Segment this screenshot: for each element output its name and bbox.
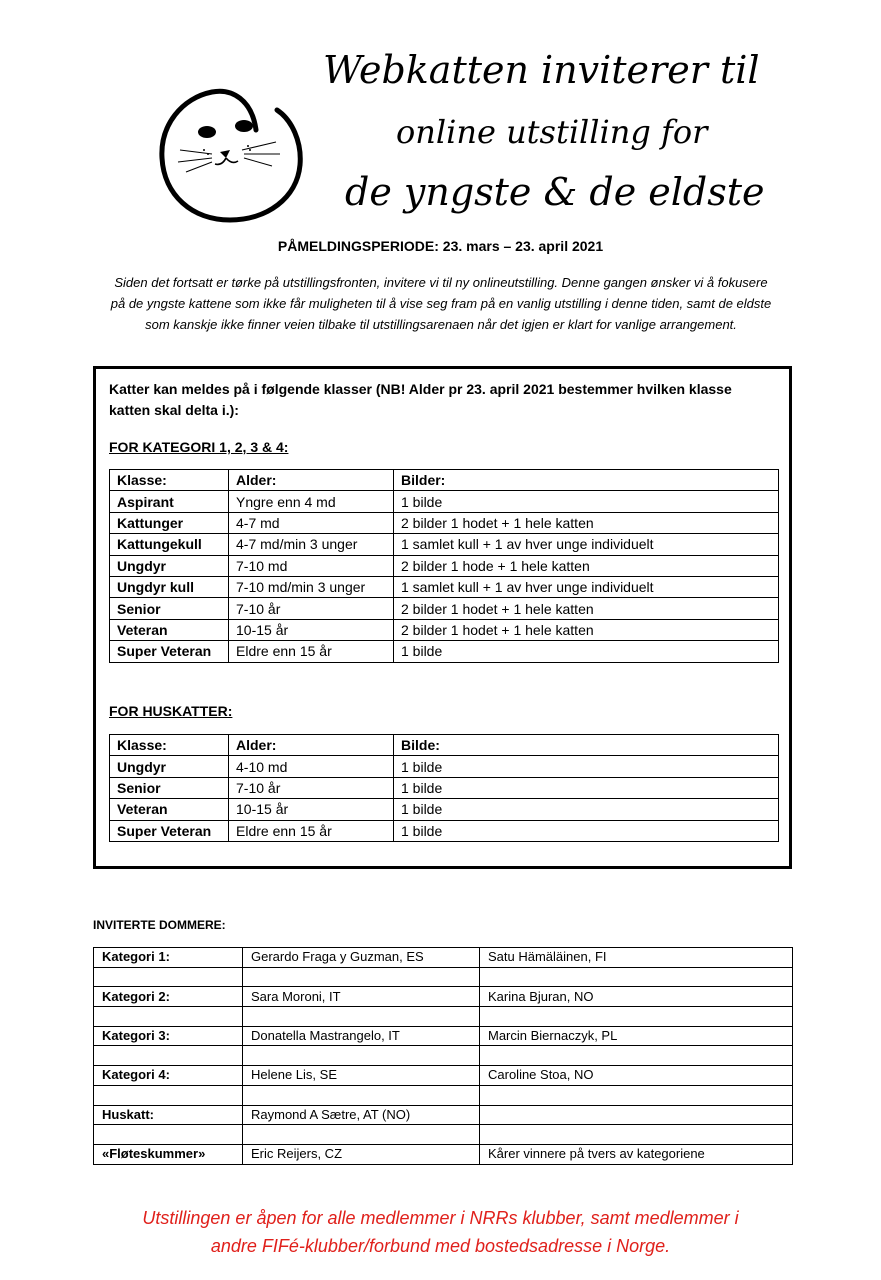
age-cell: Eldre enn 15 år	[229, 641, 394, 662]
judge-cell	[480, 1105, 793, 1125]
category-classes-table	[109, 469, 779, 663]
table-row	[94, 1105, 793, 1125]
judge-cell	[480, 1085, 793, 1105]
age-cell: 7-10 år	[229, 598, 394, 619]
judge-cell	[480, 967, 793, 987]
category-cell: Huskatt:	[94, 1105, 243, 1125]
class-cell: Kattunger	[110, 512, 229, 533]
photos-cell: 2 bilder 1 hodet + 1 hele katten	[394, 512, 779, 533]
table-row	[94, 1046, 793, 1066]
judge-cell	[243, 1085, 480, 1105]
judges-table	[93, 947, 793, 1165]
class-cell: Aspirant	[110, 491, 229, 512]
judge-cell: Donatella Mastrangelo, IT	[243, 1026, 480, 1046]
table-row	[94, 948, 793, 968]
class-cell: Ungdyr	[110, 756, 229, 777]
judge-cell	[480, 1125, 793, 1145]
header-cell: Alder:	[229, 470, 394, 491]
table-row	[94, 1144, 793, 1164]
age-cell: 4-7 md/min 3 unger	[229, 534, 394, 555]
judge-cell	[243, 1046, 480, 1066]
class-cell: Senior	[110, 598, 229, 619]
table-row	[110, 576, 779, 597]
judge-cell: Gerardo Fraga y Guzman, ES	[243, 948, 480, 968]
eligibility-footer	[0, 1204, 881, 1260]
judge-cell: Satu Hämäläinen, FI	[480, 948, 793, 968]
photos-cell: 2 bilder 1 hodet + 1 hele katten	[394, 619, 779, 640]
photos-cell: 1 bilde	[394, 641, 779, 662]
title-line-2: online utstilling for	[396, 113, 708, 151]
table-row	[94, 1125, 793, 1145]
judge-cell: Sara Moroni, IT	[243, 987, 480, 1007]
class-cell: Veteran	[110, 619, 229, 640]
judge-cell: Eric Reijers, CZ	[243, 1144, 480, 1164]
photos-cell: 1 bilde	[394, 491, 779, 512]
category-cell	[94, 1085, 243, 1105]
judge-cell	[243, 1007, 480, 1027]
category-cell	[94, 1125, 243, 1145]
header-cell: Alder:	[229, 735, 394, 756]
photos-cell: 1 bilde	[394, 799, 779, 820]
category-cell: Kategori 3:	[94, 1026, 243, 1046]
class-cell: Kattungekull	[110, 534, 229, 555]
photos-cell: 1 samlet kull + 1 av hver unge individuelt	[394, 576, 779, 597]
title-line-3: de yngste & de eldste	[345, 170, 765, 214]
table-row	[110, 619, 779, 640]
class-cell: Veteran	[110, 799, 229, 820]
class-cell: Super Veteran	[110, 641, 229, 662]
age-cell: 7-10 md/min 3 unger	[229, 576, 394, 597]
table-row	[110, 491, 779, 512]
header-cell: Klasse:	[110, 735, 229, 756]
judge-cell: Helene Lis, SE	[243, 1066, 480, 1086]
table-row	[94, 987, 793, 1007]
table-row	[110, 555, 779, 576]
header-cell: Klasse:	[110, 470, 229, 491]
table-row	[94, 967, 793, 987]
table-row	[110, 820, 779, 841]
table-row	[110, 756, 779, 777]
judge-cell	[243, 1125, 480, 1145]
table-header-row	[110, 735, 779, 756]
table-row	[94, 1007, 793, 1027]
class-cell: Ungdyr kull	[110, 576, 229, 597]
intro-paragraph: Siden det fortsatt er tørke på utstillingsfronten, invitere vi til ny onlineutstilling. Denne gangen ønsker vi å fokusere på de yngste kattene som ikke får muligheten til å vise seg fram på en vanlig utstilling i denne tiden, samt de eldste som kanskje ikke finner veien tilbake til utstillingsarenaen når det igjen er klart for vanlige arrangement.	[110, 275, 772, 332]
category-cell: «Fløteskummer»	[94, 1144, 243, 1164]
registration-period: PÅMELDINGSPERIODE: 23. mars – 23. april 2021	[277, 238, 604, 254]
title-line-1: Webkatten inviterer til	[323, 48, 760, 92]
photos-cell: 1 bilde	[394, 777, 779, 798]
table-row	[110, 534, 779, 555]
category-cell	[94, 1007, 243, 1027]
photos-cell: 1 bilde	[394, 756, 779, 777]
footer-line-1: Utstillingen er åpen for alle medlemmer i NRRs klubber, samt medlemmer i	[142, 1208, 739, 1228]
age-cell: Yngre enn 4 md	[229, 491, 394, 512]
age-cell: 4-10 md	[229, 756, 394, 777]
header-cell: Bilder:	[394, 470, 779, 491]
table-row	[94, 1026, 793, 1046]
age-cell: 7-10 md	[229, 555, 394, 576]
huskatt-classes-table	[109, 734, 779, 842]
category-cell: Kategori 4:	[94, 1066, 243, 1086]
table-row	[94, 1066, 793, 1086]
table-header-row	[110, 470, 779, 491]
category-subheading: FOR KATEGORI 1, 2, 3 & 4:	[109, 439, 289, 455]
age-cell: Eldre enn 15 år	[229, 820, 394, 841]
table-row	[94, 1085, 793, 1105]
huskatt-subheading: FOR HUSKATTER:	[109, 703, 233, 719]
category-cell: Kategori 1:	[94, 948, 243, 968]
class-cell: Senior	[110, 777, 229, 798]
table-row	[110, 799, 779, 820]
table-row	[110, 512, 779, 533]
classes-box	[93, 366, 792, 869]
photos-cell: 1 samlet kull + 1 av hver unge individuelt	[394, 534, 779, 555]
photos-cell: 2 bilder 1 hode + 1 hele katten	[394, 555, 779, 576]
category-cell: Kategori 2:	[94, 987, 243, 1007]
table-row	[110, 777, 779, 798]
judge-cell: Marcin Biernaczyk, PL	[480, 1026, 793, 1046]
photos-cell: 1 bilde	[394, 820, 779, 841]
category-cell	[94, 967, 243, 987]
judge-cell: Caroline Stoa, NO	[480, 1066, 793, 1086]
class-cell: Ungdyr	[110, 555, 229, 576]
judge-cell: Kårer vinnere på tvers av kategoriene	[480, 1144, 793, 1164]
age-cell: 10-15 år	[229, 619, 394, 640]
cat-face-logo-icon	[152, 70, 312, 230]
category-cell	[94, 1046, 243, 1066]
age-cell: 4-7 md	[229, 512, 394, 533]
age-cell: 10-15 år	[229, 799, 394, 820]
table-row	[110, 641, 779, 662]
age-cell: 7-10 år	[229, 777, 394, 798]
judge-cell	[480, 1007, 793, 1027]
class-cell: Super Veteran	[110, 820, 229, 841]
footer-line-2: andre FIFé-klubber/forbund med bostedsadresse i Norge.	[210, 1236, 671, 1256]
judge-cell	[480, 1046, 793, 1066]
judge-cell	[243, 967, 480, 987]
judge-cell: Karina Bjuran, NO	[480, 987, 793, 1007]
classes-heading: Katter kan meldes på i følgende klasser (NB! Alder pr 23. april 2021 bestemmer hvilken klasse katten skal delta i.):	[109, 381, 732, 418]
header-cell: Bilde:	[394, 735, 779, 756]
judge-cell: Raymond A Sætre, AT (NO)	[243, 1105, 480, 1125]
table-row	[110, 598, 779, 619]
photos-cell: 2 bilder 1 hodet + 1 hele katten	[394, 598, 779, 619]
judges-title: INVITERTE DOMMERE:	[93, 918, 226, 932]
